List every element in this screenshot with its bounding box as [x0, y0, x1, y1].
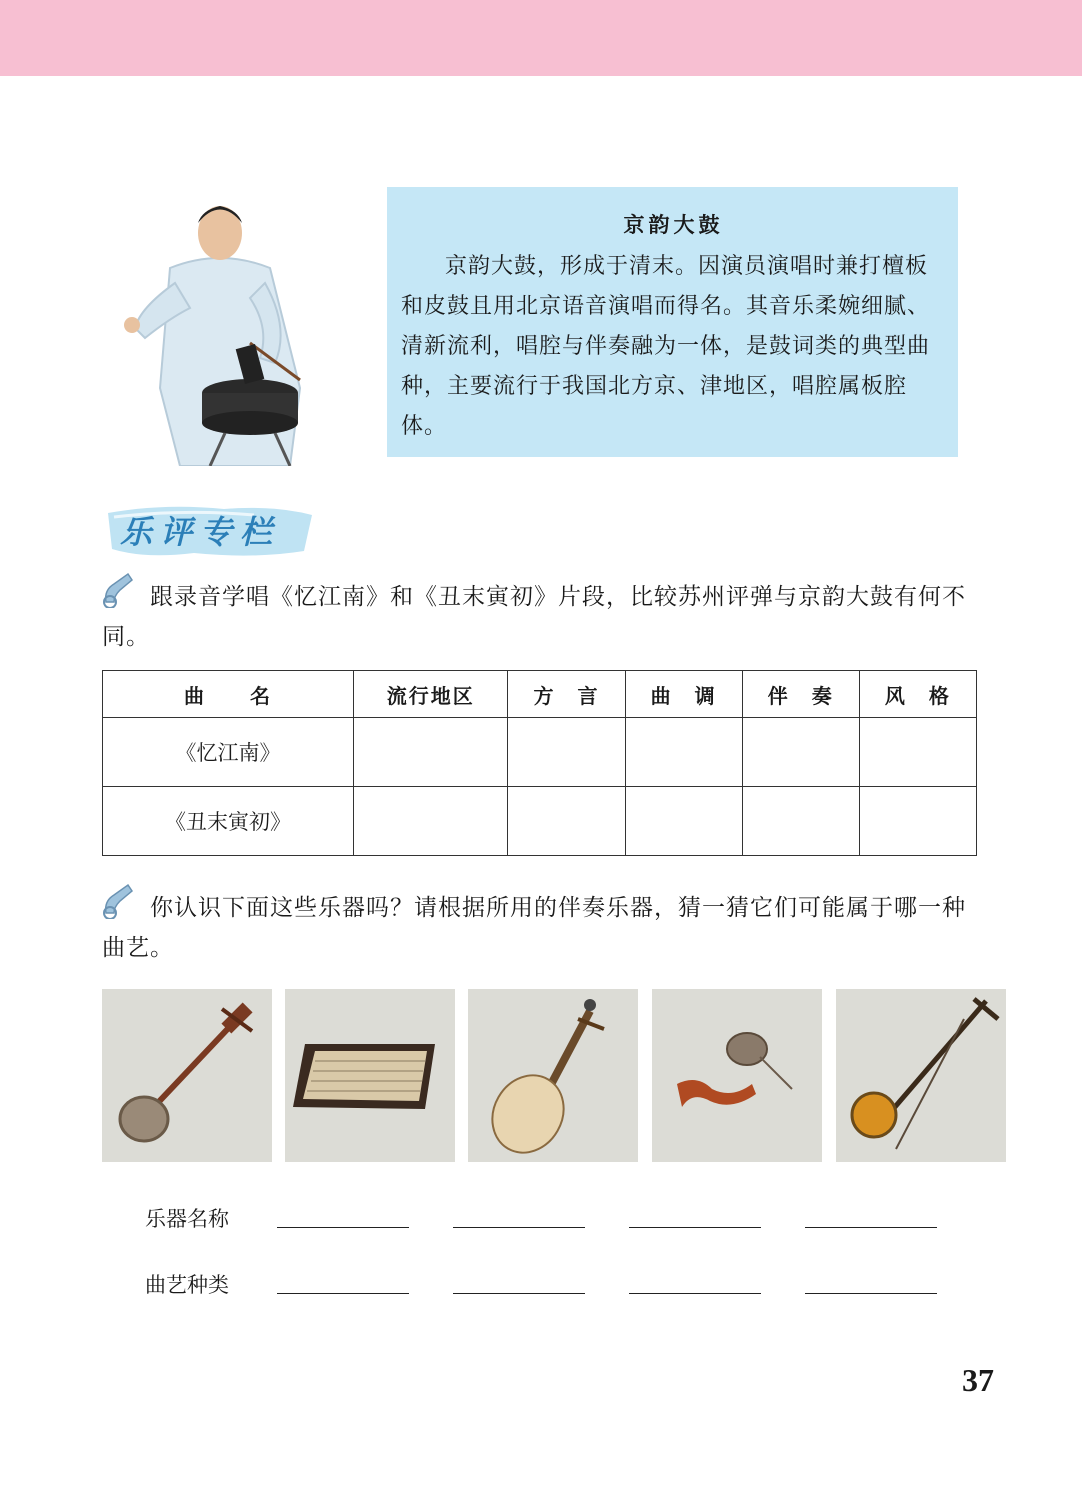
genre-blank-3[interactable] — [629, 1293, 761, 1294]
table-row — [103, 787, 977, 856]
row-song-name: 《忆江南》 — [103, 718, 354, 787]
table-row — [103, 718, 977, 787]
instrument-name-blank-4[interactable] — [805, 1227, 937, 1228]
info-box — [387, 187, 958, 457]
genre-blank-1[interactable] — [277, 1293, 409, 1294]
yangqin-image — [285, 989, 455, 1162]
blank-cell — [625, 787, 742, 856]
blank-cell — [742, 787, 859, 856]
blank-cell — [742, 718, 859, 787]
genre-blank-2[interactable] — [453, 1293, 585, 1294]
instrument-name-blank-2[interactable] — [453, 1227, 585, 1228]
drum-image — [652, 989, 822, 1162]
blank-cell — [354, 718, 508, 787]
header-song-name: 曲 名 — [103, 671, 354, 718]
sanxian-image — [102, 989, 272, 1162]
blank-cell — [859, 718, 976, 787]
page-number: 37 — [962, 1362, 994, 1398]
header-accompaniment: 伴 奏 — [742, 671, 859, 718]
sihu-image — [836, 989, 1006, 1162]
info-body: 京韵大鼓，形成于清末。因演员演唱时兼打檀板和皮鼓且用北京语音演唱而得名。其音乐柔婉细腻、清新流利，唱腔与伴奏融为一体，是鼓词类的典型曲种，主要流行于我国北方京、津地区，唱腔属板腔体。 — [401, 254, 931, 439]
performer-photo — [100, 188, 340, 466]
comparison-table — [102, 670, 977, 856]
pipa-image — [468, 989, 638, 1162]
header-dialect: 方 言 — [508, 671, 625, 718]
top-color-band — [0, 0, 1082, 76]
info-title: 京韵大鼓 — [623, 213, 724, 237]
genre-label: 曲艺种类 — [145, 1273, 229, 1297]
instrument-name-label: 乐器名称 — [145, 1207, 229, 1231]
blank-cell — [508, 787, 625, 856]
header-style: 风 格 — [859, 671, 976, 718]
question-1-text: 跟录音学唱《忆江南》和《丑末寅初》片段，比较苏州评弹与京韵大鼓有何不同。 — [102, 584, 966, 650]
blank-cell — [508, 718, 625, 787]
blank-cell — [354, 787, 508, 856]
blank-cell — [859, 787, 976, 856]
genre-blank-4[interactable] — [805, 1293, 937, 1294]
table-header-row — [103, 671, 977, 718]
section-title: 乐评专栏 — [120, 513, 281, 551]
question-2-text: 你认识下面这些乐器吗？请根据所用的伴奏乐器，猜一猜它们可能属于哪一种曲艺。 — [102, 895, 966, 961]
instrument-name-blank-1[interactable] — [277, 1227, 409, 1228]
blank-cell — [625, 718, 742, 787]
instrument-name-blank-3[interactable] — [629, 1227, 761, 1228]
row-song-name: 《丑末寅初》 — [103, 787, 354, 856]
header-region: 流行地区 — [354, 671, 508, 718]
header-tune: 曲 调 — [625, 671, 742, 718]
